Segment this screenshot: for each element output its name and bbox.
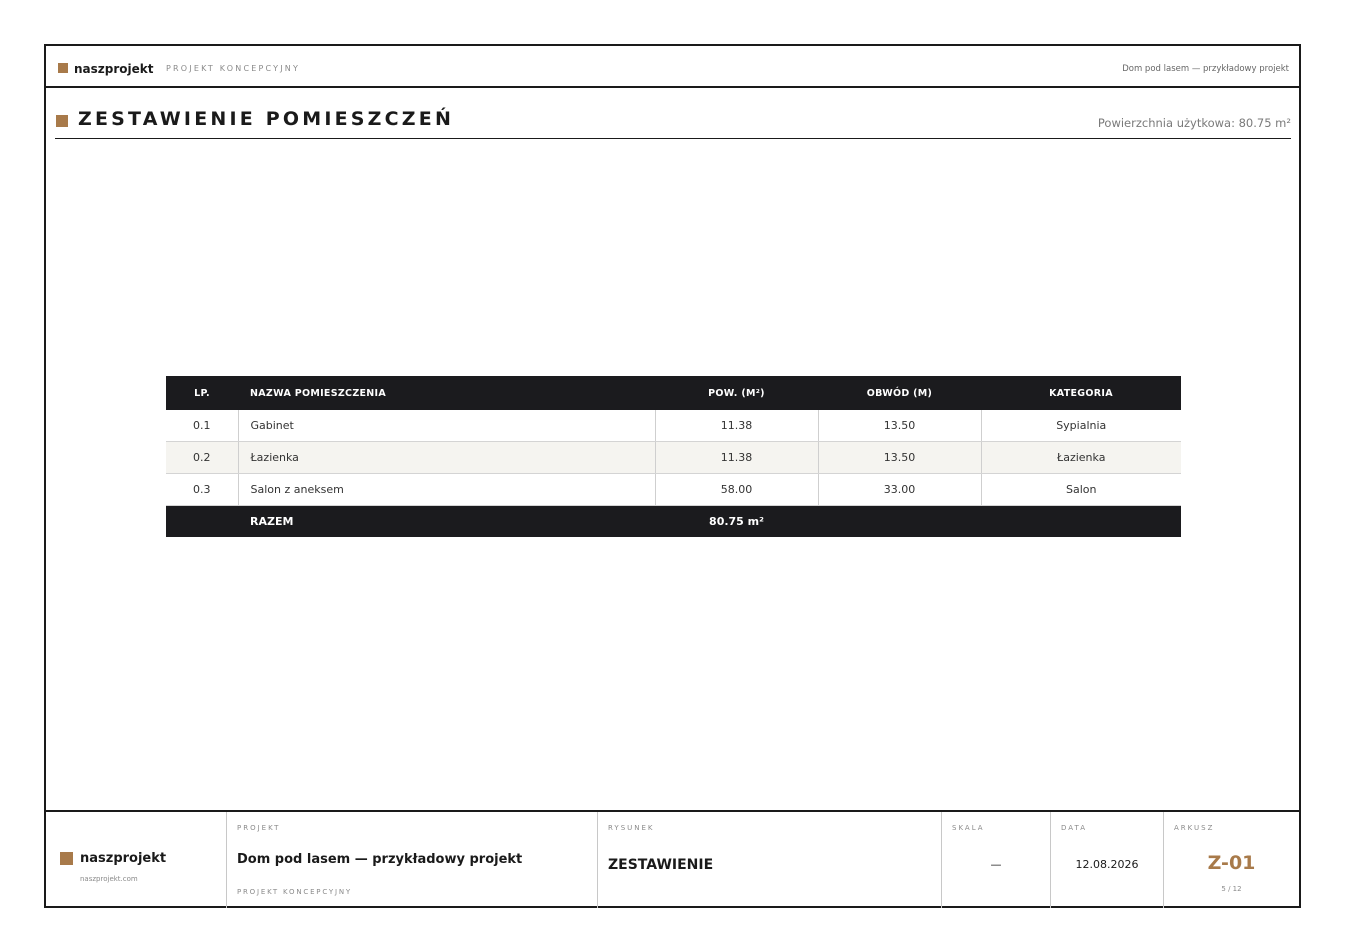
cell-area: 11.38 bbox=[655, 410, 818, 442]
header-subtitle: PROJEKT KONCEPCYJNY bbox=[166, 64, 301, 73]
column-header-category: KATEGORIA bbox=[981, 376, 1181, 410]
sheet-number: Z-01 bbox=[1207, 852, 1256, 874]
sheet-label: ARKUSZ bbox=[1174, 824, 1215, 832]
brand-logo-square bbox=[60, 852, 73, 865]
drawing-name: ZESTAWIENIE bbox=[608, 857, 714, 873]
table-total-row bbox=[166, 506, 1181, 538]
total-label: RAZEM bbox=[238, 506, 655, 538]
drawing-sheet bbox=[44, 44, 1301, 908]
header-project-name: Dom pod lasem — przykładowy projekt bbox=[1122, 64, 1289, 74]
sheet-pages: 5 / 12 bbox=[1221, 885, 1242, 893]
cell-perimeter: 33.00 bbox=[818, 474, 981, 506]
column-header-area: POW. (M²) bbox=[655, 376, 818, 410]
brand-logo-square bbox=[58, 63, 68, 73]
table-row bbox=[166, 442, 1181, 474]
title-divider bbox=[55, 138, 1291, 139]
project-label: PROJEKT bbox=[237, 824, 281, 832]
cell-category: Sypialnia bbox=[981, 410, 1181, 442]
column-header-name: NAZWA POMIESZCZENIA bbox=[238, 376, 655, 410]
title-marker-square bbox=[56, 115, 68, 127]
column-header-perimeter: OBWÓD (M) bbox=[818, 376, 981, 410]
title-block-scale-cell bbox=[942, 812, 1051, 908]
cell-perimeter: 13.50 bbox=[818, 442, 981, 474]
table-row bbox=[166, 474, 1181, 506]
sheet-header bbox=[46, 46, 1299, 88]
cell-perimeter: 13.50 bbox=[818, 410, 981, 442]
cell-name: Salon z aneksem bbox=[238, 474, 655, 506]
scale-value: — bbox=[990, 858, 1002, 871]
total-empty-cell bbox=[818, 506, 981, 538]
rooms-table bbox=[166, 376, 1181, 537]
title-block-project-cell bbox=[227, 812, 598, 908]
cell-lp: 0.3 bbox=[166, 474, 238, 506]
title-block-date-cell bbox=[1051, 812, 1164, 908]
cell-area: 58.00 bbox=[655, 474, 818, 506]
date-value: 12.08.2026 bbox=[1075, 858, 1139, 871]
total-empty-cell bbox=[981, 506, 1181, 538]
drawing-label: RYSUNEK bbox=[608, 824, 655, 832]
cell-name: Gabinet bbox=[238, 410, 655, 442]
title-block-drawing-cell bbox=[598, 812, 942, 908]
title-block-brand-cell bbox=[46, 812, 227, 908]
cell-category: Łazienka bbox=[981, 442, 1181, 474]
scale-label: SKALA bbox=[952, 824, 985, 832]
cell-name: Łazienka bbox=[238, 442, 655, 474]
header-brand: naszprojekt bbox=[74, 62, 154, 76]
project-subtitle: PROJEKT KONCEPCYJNY bbox=[237, 888, 352, 896]
cell-category: Salon bbox=[981, 474, 1181, 506]
title-block-brand: naszprojekt bbox=[80, 851, 167, 866]
project-name: Dom pod lasem — przykładowy projekt bbox=[237, 852, 523, 867]
column-header-lp: LP. bbox=[166, 376, 238, 410]
usable-area-note: Powierzchnia użytkowa: 80.75 m² bbox=[1097, 116, 1291, 130]
cell-lp: 0.2 bbox=[166, 442, 238, 474]
total-empty-cell bbox=[166, 506, 238, 538]
date-label: DATA bbox=[1061, 824, 1088, 832]
title-block-url: naszprojekt.com bbox=[80, 875, 138, 883]
cell-lp: 0.1 bbox=[166, 410, 238, 442]
title-block-sheet-cell bbox=[1164, 812, 1299, 908]
title-block bbox=[46, 810, 1299, 908]
table-row bbox=[166, 410, 1181, 442]
page-title: ZESTAWIENIE POMIESZCZEŃ bbox=[78, 108, 455, 130]
total-area: 80.75 m² bbox=[655, 506, 818, 538]
cell-area: 11.38 bbox=[655, 442, 818, 474]
table-header-row bbox=[166, 376, 1181, 410]
